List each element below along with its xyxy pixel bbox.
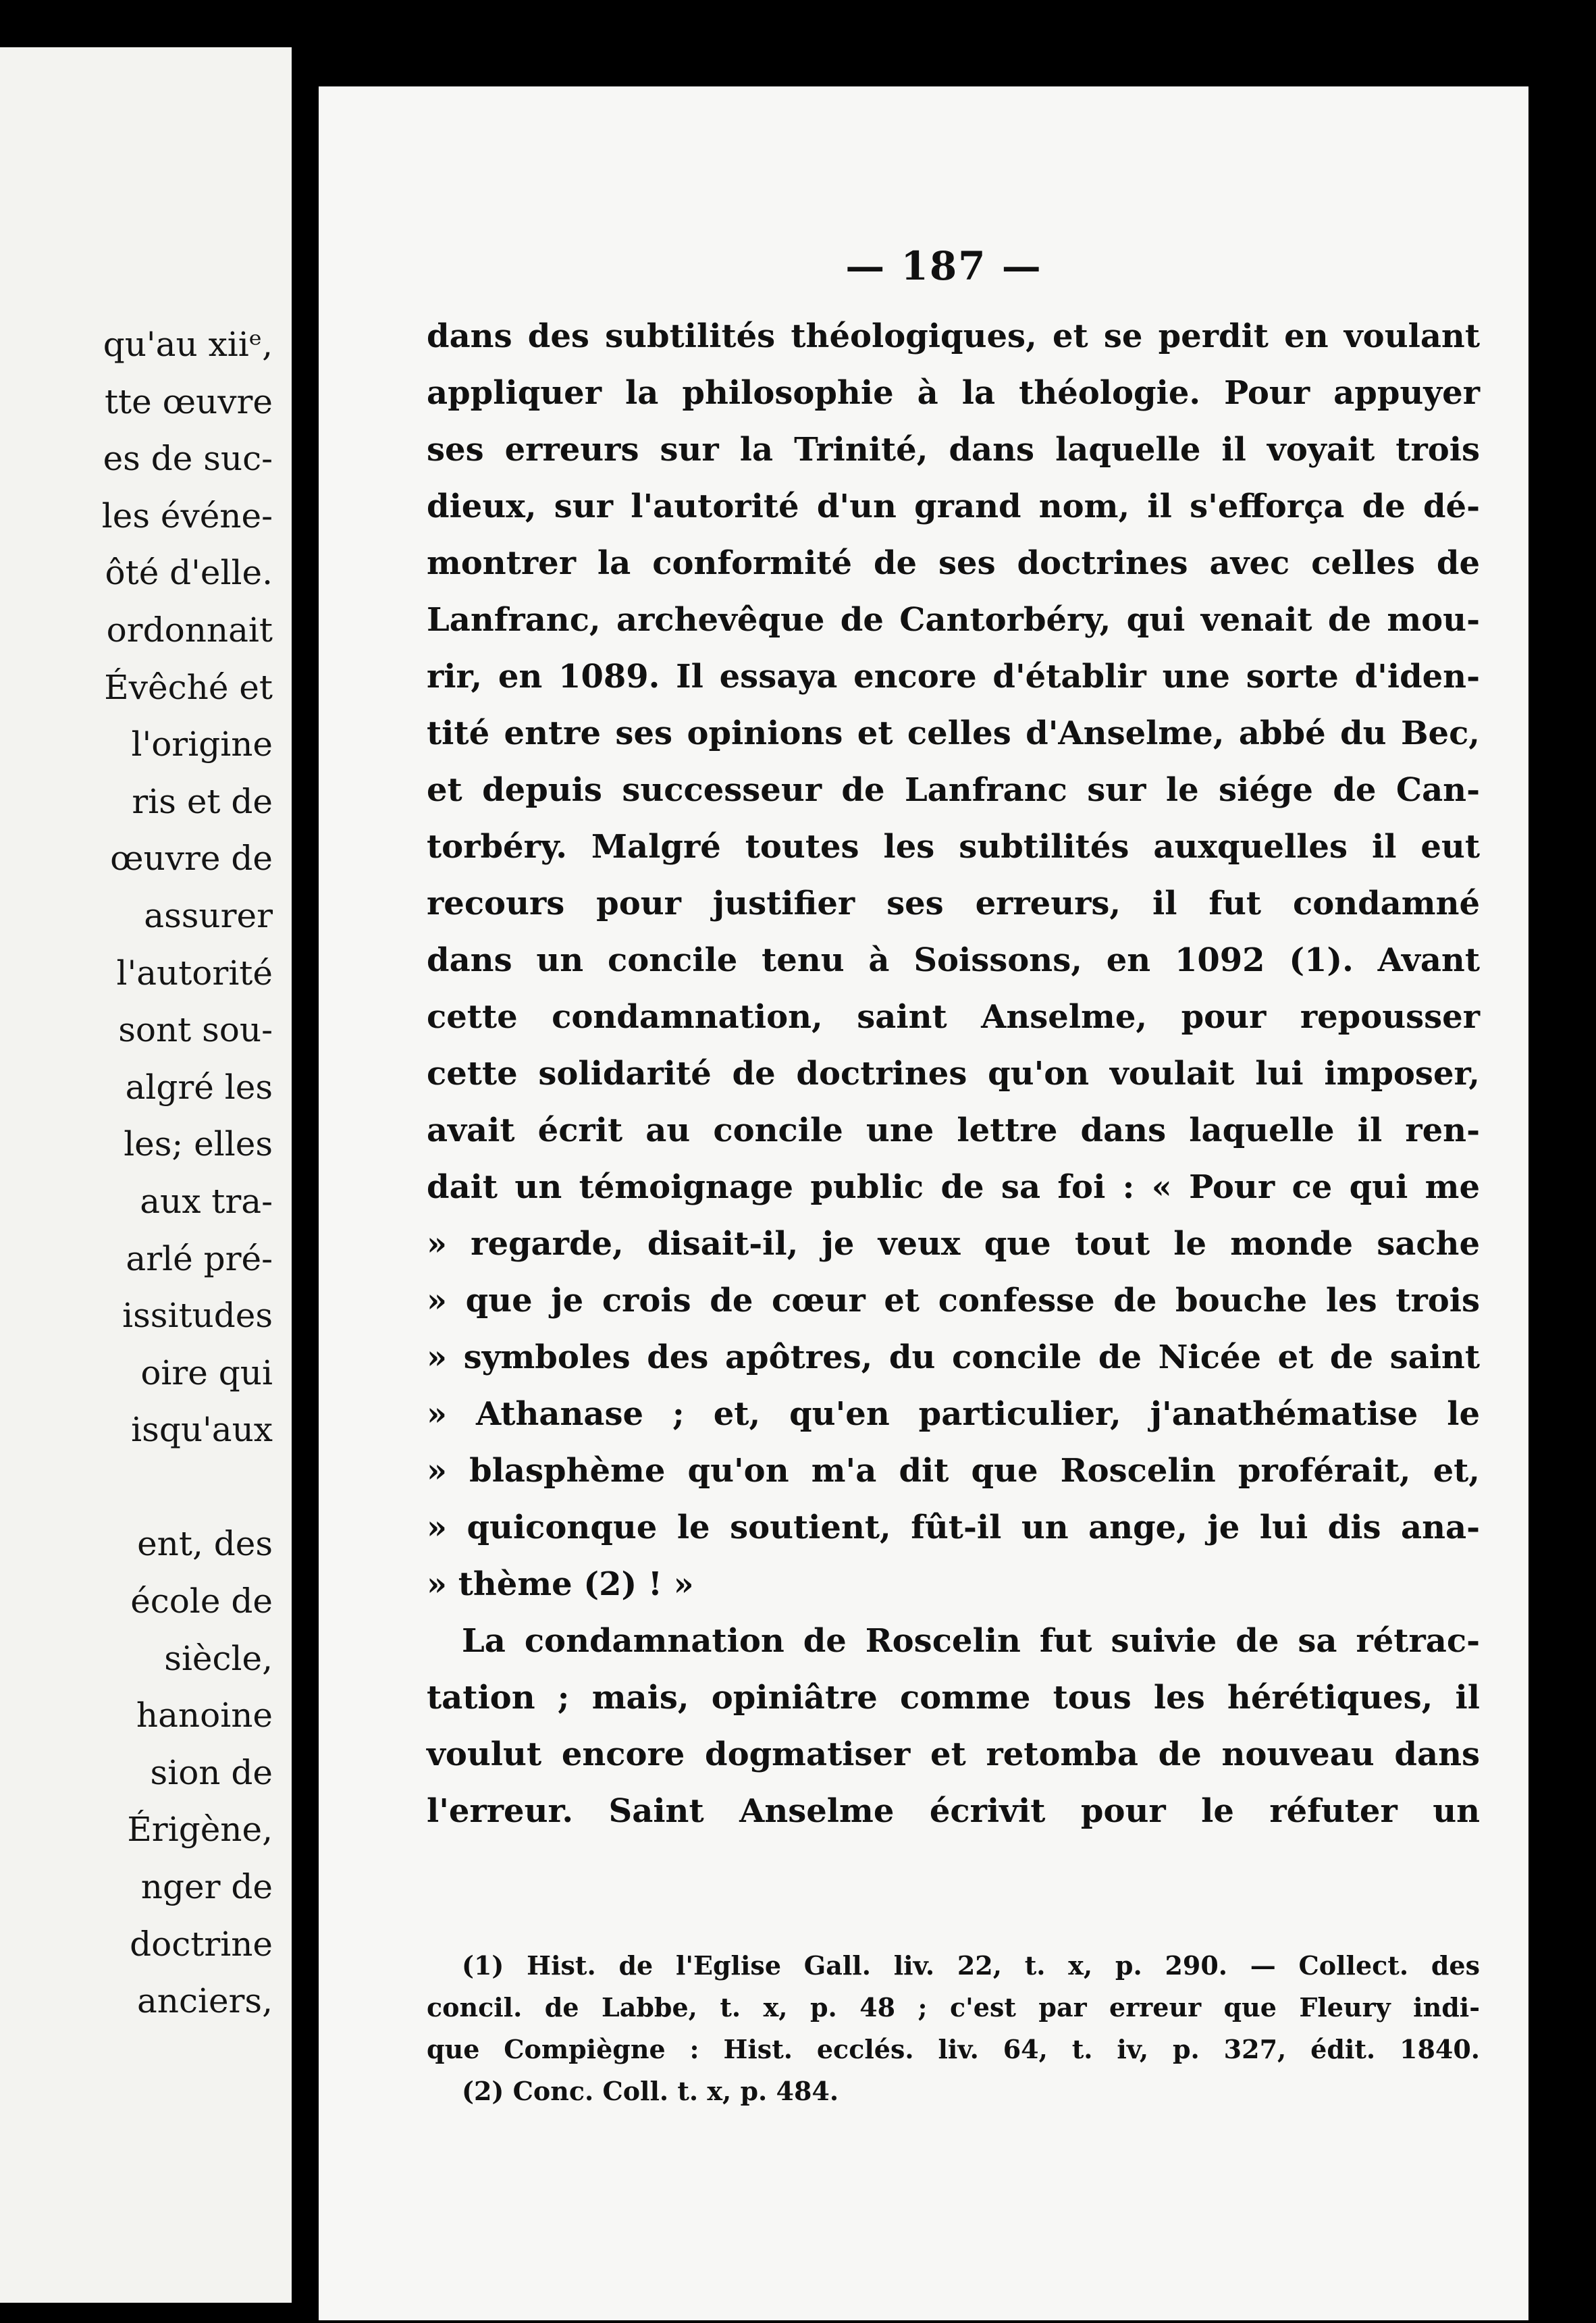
left-page-line: sion de [150, 1752, 273, 1792]
left-page-line: doctrine [130, 1924, 273, 1964]
binding-gutter [292, 0, 319, 2323]
left-page-line: isqu'aux [131, 1410, 273, 1450]
text-line: l'erreur. Saint Anselme écrivit pour le réfuter un [427, 1792, 1480, 1830]
left-page-fragment [0, 47, 292, 2303]
left-page-line: l'autorité [116, 953, 273, 993]
text-line: rir, en 1089. Il essaya encore d'établir une sorte d'iden- [427, 658, 1480, 696]
text-line: » Athanase ; et, qu'en particulier, j'anathématise le [427, 1395, 1480, 1433]
footnote-line: concil. de Labbe, t. x, p. 48 ; c'est par erreur que Fleury indi- [427, 1992, 1480, 2022]
text-line: tation ; mais, opiniâtre comme tous les hérétiques, il [427, 1679, 1480, 1717]
text-line: cette solidarité de doctrines qu'on voulait lui imposer, [427, 1055, 1480, 1093]
footnotes [427, 1945, 1480, 2112]
left-page-line: es de suc- [103, 439, 273, 479]
text-line: cette condamnation, saint Anselme, pour repousser [427, 998, 1480, 1036]
left-page-line: ent, des [137, 1524, 273, 1564]
left-page-line: issitudes [122, 1296, 273, 1336]
left-page-line: Évêché et [104, 667, 273, 707]
text-line: » thème (2) ! » [427, 1565, 694, 1603]
left-page-line: qu'au xiiᵉ, [103, 325, 273, 364]
scan-border [1528, 0, 1596, 2323]
footnote-line: (1) Hist. de l'Eglise Gall. liv. 22, t. x, p. 290. — Collect. des [462, 1950, 1480, 1981]
left-page-line: école de [130, 1582, 273, 1621]
text-line: La condamnation de Roscelin fut suivie de sa rétrac- [462, 1622, 1480, 1660]
text-line: dait un témoignage public de sa foi : « Pour ce qui me [427, 1168, 1480, 1206]
left-page-line: ris et de [132, 781, 273, 821]
left-page-line: aux tra- [140, 1181, 273, 1221]
left-page-line: oire qui [140, 1353, 273, 1392]
text-line: appliquer la philosophie à la théologie. Pour appuyer [427, 374, 1480, 412]
text-line: avait écrit au concile une lettre dans laquelle il ren- [427, 1112, 1480, 1149]
text-line: voulut encore dogmatiser et retomba de nouveau dans [427, 1735, 1480, 1773]
footnote-line: (2) Conc. Coll. t. x, p. 484. [462, 2076, 839, 2106]
left-page-line: Érigène, [127, 1810, 273, 1850]
text-line: montrer la conformité de ses doctrines avec celles de [427, 544, 1480, 582]
left-page-line: tte œuvre [104, 382, 273, 421]
left-page-line: l'origine [131, 725, 273, 764]
footnote-line: que Compiègne : Hist. ecclés. liv. 64, t. iv, p. 327, édit. 1840. [427, 2034, 1480, 2064]
left-page-line: nger de [140, 1867, 273, 1907]
text-line: » quiconque le soutient, fût-il un ange, je lui dis ana- [427, 1509, 1480, 1546]
text-line: dans un concile tenu à Soissons, en 1092 (1). Avant [427, 941, 1480, 979]
left-page-line: hanoine [136, 1696, 273, 1735]
text-line: ses erreurs sur la Trinité, dans laquelle il voyait trois [427, 431, 1480, 469]
left-page-line: les événe- [101, 496, 273, 536]
text-line: » symboles des apôtres, du concile de Nicée et de saint [427, 1338, 1480, 1376]
left-page-line: ordonnait [106, 610, 273, 650]
left-page-line [0, 1459, 273, 1516]
left-page-line: assurer [144, 895, 273, 935]
left-page-line: algré les [125, 1067, 273, 1107]
text-line: Lanfranc, archevêque de Cantorbéry, qui venait de mou- [427, 601, 1480, 639]
left-page-line: sont sou- [118, 1010, 273, 1050]
text-line: tité entre ses opinions et celles d'Anselme, abbé du Bec, [427, 714, 1480, 752]
text-line: dieux, sur l'autorité d'un grand nom, il s'efforça de dé- [427, 488, 1480, 525]
left-page-text [0, 316, 273, 2030]
left-page-line: arlé pré- [126, 1238, 273, 1278]
page-number: — 187 — [845, 243, 1042, 289]
left-page-line: les; elles [124, 1124, 273, 1164]
body-text [427, 308, 1480, 1839]
text-line: » regarde, disait-il, je veux que tout le monde sache [427, 1225, 1480, 1263]
left-page-line: anciers, [136, 1981, 273, 2021]
main-page [319, 86, 1528, 2320]
left-page-line: œuvre de [110, 839, 273, 879]
left-page-line: ôté d'elle. [105, 553, 273, 593]
text-line: torbéry. Malgré toutes les subtilités auxquelles il eut [427, 828, 1480, 866]
text-line: » blasphème qu'on m'a dit que Roscelin proférait, et, [427, 1452, 1480, 1490]
text-line: » que je crois de cœur et confesse de bouche les trois [427, 1282, 1480, 1320]
left-page-line: siècle, [164, 1638, 273, 1678]
text-line: dans des subtilités théologiques, et se perdit en voulant [427, 317, 1480, 355]
text-line: recours pour justifier ses erreurs, il fut condamné [427, 885, 1480, 922]
text-line: et depuis successeur de Lanfranc sur le siége de Can- [427, 771, 1480, 809]
